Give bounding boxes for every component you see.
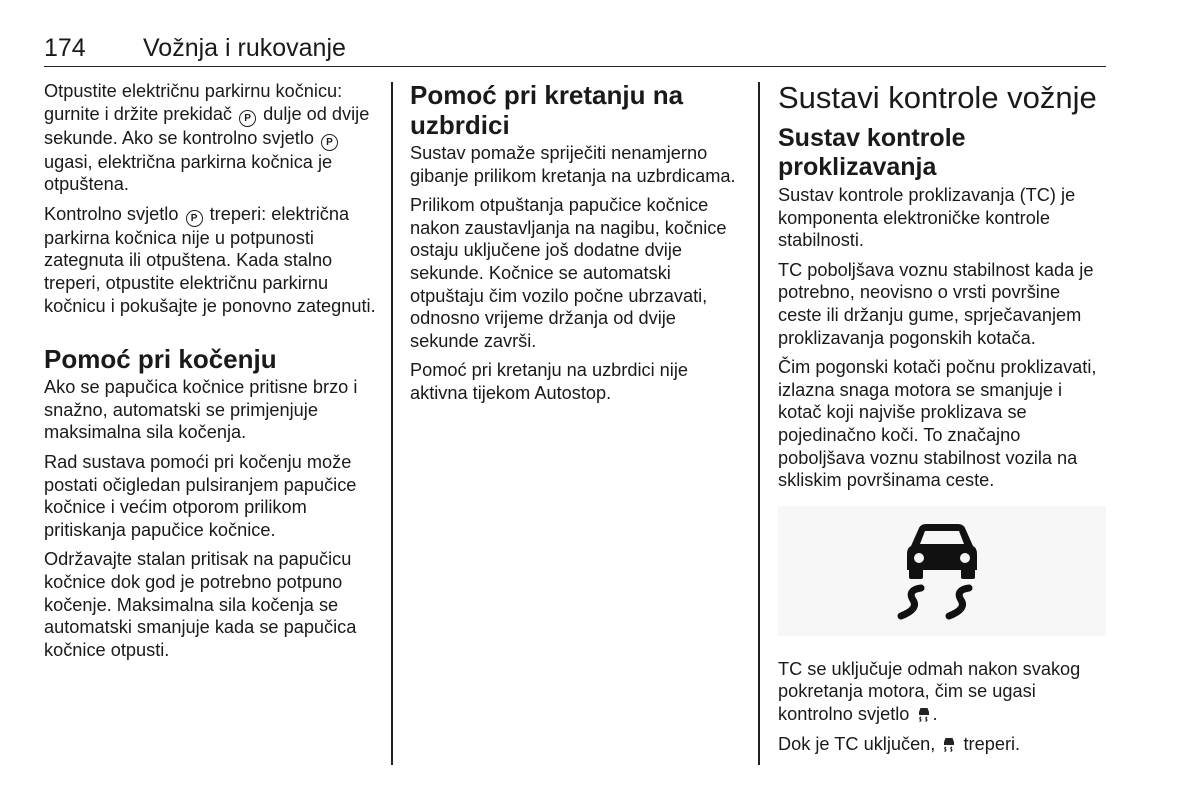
- parking-brake-icon: P: [239, 110, 256, 127]
- column-middle: [410, 80, 744, 412]
- column-divider: [758, 82, 760, 765]
- parking-brake-icon: P: [186, 210, 203, 227]
- chapter-section-heading: Sustavi kontrole vožnje: [778, 80, 1097, 115]
- column-left: [44, 80, 376, 668]
- column-divider: [391, 82, 393, 765]
- paragraph: Čim pogonski kotači počnu proklizavati, izlazna snaga motora se smanjuje i kotač koji najviše proklizava se pojedinačno koči. To značajno poboljšava voznu stabilnost vozila na skliskim površinama ceste.: [778, 357, 1097, 491]
- section-heading: Sustav kontrole proklizavanja: [778, 124, 966, 181]
- paragraph: Kontrolno svjetlo P treperi: električna parkirna kočnica nije u potpunosti zategnuta ili otpuštena. Kada stalno treperi, otpustite električnu parkirnu kočnicu i pokušajte je ponovno zategnuti.: [44, 203, 376, 316]
- page-number: 174: [44, 34, 86, 62]
- traction-control-icon: [887, 516, 997, 626]
- paragraph: Sustav kontrole proklizavanja (TC) je komponenta elektroničke kontrole stabilnosti.: [778, 185, 1076, 251]
- page-header: [44, 30, 1106, 67]
- paragraph: TC se uključuje odmah nakon svakog pokretanja motora, čim se ugasi kontrolno svjetlo .: [778, 658, 1081, 724]
- paragraph: Otpustite električnu parkirnu kočnicu: gurnite i držite prekidač P dulje od dvije sekunde. Ako se kontrolno svjetlo P ugasi, električna parkirna kočnica je otpuštena.: [44, 81, 370, 195]
- paragraph: Održavajte stalan pritisak na papučicu kočnice dok god je potrebno potpuno kočenje. Maksimalna sila kočenja se automatski smanjuje kada se papučica kočnice otpusti.: [44, 549, 357, 660]
- traction-control-figure: [778, 506, 1106, 636]
- traction-control-icon: [942, 736, 956, 752]
- column-right: [778, 80, 1108, 762]
- parking-brake-icon: P: [321, 134, 338, 151]
- paragraph: Sustav pomaže spriječiti nenamjerno gibanje prilikom kretanja na uzbrdicama.: [410, 143, 736, 186]
- traction-control-icon: [917, 706, 931, 722]
- section-heading: Pomoć pri kočenju: [44, 344, 277, 375]
- chapter-title: Vožnja i rukovanje: [143, 34, 346, 62]
- paragraph: TC poboljšava voznu stabilnost kada je potrebno, neovisno o vrsti površine ceste ili držanju gume, sprječavanjem proklizavanja pogonskih kotača.: [778, 259, 1094, 348]
- paragraph: Pomoć pri kretanju na uzbrdici nije aktivna tijekom Autostop.: [410, 360, 688, 403]
- paragraph: Ako se papučica kočnice pritisne brzo i snažno, automatski se primjenjuje maksimalna sila kočenja.: [44, 377, 358, 443]
- paragraph: Prilikom otpuštanja papučice kočnice nakon zaustavljanja na nagibu, kočnice ostaju uključene još dodatne dvije sekunde. Kočnice se automatski otpuštaju čim vozilo počne ubrzavati, odnosno vrijeme držanja od dvije sekunde završi.: [410, 195, 727, 351]
- section-heading: Pomoć pri kretanju na uzbrdici: [410, 80, 684, 140]
- paragraph: Rad sustava pomoći pri kočenju može postati očigledan pulsiranjem papučice kočnice i većim otporom prilikom pritiskanja papučice kočnice.: [44, 451, 357, 540]
- paragraph: Dok je TC uključen, treperi.: [778, 733, 1021, 754]
